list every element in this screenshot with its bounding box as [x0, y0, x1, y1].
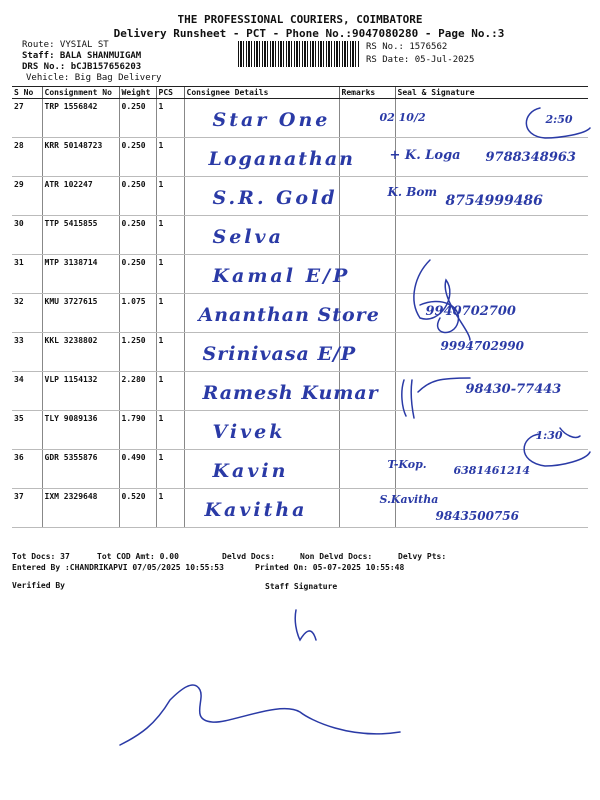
row-consignment-no: KKL 3238802 — [42, 333, 119, 372]
handwritten-consignee: Vivek — [212, 421, 286, 443]
staff-signature-label: Staff Signature — [265, 582, 338, 591]
handwritten-seal: + K. Loga — [389, 148, 461, 163]
handwritten-note: 9788348963 — [485, 150, 576, 165]
row-pcs: 1 — [156, 177, 184, 216]
row-sno: 35 — [12, 411, 42, 450]
row-weight: 2.280 — [119, 372, 156, 411]
row-consignment-no: TLY 9089136 — [42, 411, 119, 450]
col-pcs: PCS — [156, 87, 184, 99]
vehicle: Vehicle: Big Bag Delivery — [26, 73, 162, 83]
signature-loop-row32 — [420, 301, 458, 332]
handwritten-note: 1:30 — [535, 429, 563, 442]
row-pcs: 1 — [156, 99, 184, 138]
row-sno: 37 — [12, 489, 42, 528]
delivery-points: Delvy Pts: — [398, 552, 447, 561]
row-weight: 0.250 — [119, 177, 156, 216]
handwritten-consignee: Selva — [212, 226, 284, 248]
row-weight: 1.790 — [119, 411, 156, 450]
col-consignment: Consignment No — [42, 87, 119, 99]
row-sno: 32 — [12, 294, 42, 333]
row-weight: 0.250 — [119, 255, 156, 294]
row-sno: 28 — [12, 138, 42, 177]
row-pcs: 1 — [156, 216, 184, 255]
handwritten-note: 9843500756 — [435, 509, 519, 523]
row-consignment-no: VLP 1154132 — [42, 372, 119, 411]
row-consignment-no: KRR 50148723 — [42, 138, 119, 177]
row-pcs: 1 — [156, 411, 184, 450]
row-consignment-no: TRP 1556842 — [42, 99, 119, 138]
handwritten-seal: 02 10/2 — [379, 111, 426, 124]
row-weight: 0.490 — [119, 450, 156, 489]
sheet-title: Delivery Runsheet - PCT - Phone No.:9047080280 - Page No.:3 — [113, 27, 505, 40]
handwritten-note: 9940702700 — [425, 304, 516, 319]
verified-by-label: Verified By — [12, 581, 65, 590]
handwritten-consignee: Ananthan Store — [198, 304, 380, 326]
row-weight: 1.075 — [119, 294, 156, 333]
row-weight: 0.250 — [119, 138, 156, 177]
delivered-docs: Delvd Docs: — [222, 552, 275, 561]
row-pcs: 1 — [156, 333, 184, 372]
row-sno: 33 — [12, 333, 42, 372]
handwritten-consignee: Loganathan — [208, 148, 355, 170]
handwritten-seal: S.Kavitha — [379, 493, 439, 506]
col-consignee: Consignee Details — [184, 87, 339, 99]
handwritten-consignee: Kamal E/P — [212, 265, 351, 287]
row-consignment-no: MTP 3138714 — [42, 255, 119, 294]
staff: Staff: BALA SHANMUIGAM — [22, 51, 142, 61]
signature-scribble-row31 — [414, 260, 470, 340]
row-sno: 36 — [12, 450, 42, 489]
handwritten-note: 8754999486 — [445, 193, 543, 209]
row-sno: 31 — [12, 255, 42, 294]
staff-signature-mark — [295, 610, 316, 640]
drs-number: DRS No.: bCJB157656203 — [22, 62, 142, 72]
row-weight: 1.250 — [119, 333, 156, 372]
row-pcs: 1 — [156, 372, 184, 411]
handwritten-seal: K. Bom — [387, 185, 438, 199]
verifier-signature-mark — [120, 685, 400, 745]
row-sno: 29 — [12, 177, 42, 216]
circle-mark-row27 — [526, 108, 590, 138]
row-consignment-no: ATR 102247 — [42, 177, 119, 216]
total-docs: Tot Docs: 37 — [12, 552, 70, 561]
col-sno: S No — [12, 87, 42, 99]
non-delivered-docs: Non Delvd Docs: — [300, 552, 373, 561]
total-cod-amount: Tot COD Amt: 0.00 — [97, 552, 179, 561]
handwritten-note: 98430-77443 — [465, 382, 562, 397]
handwritten-consignee: Ramesh Kumar — [202, 382, 379, 404]
handwritten-consignee: Star One — [212, 109, 331, 131]
entered-by: Entered By :CHANDRIKAPVI 07/05/2025 10:55:53 — [12, 563, 224, 572]
handwritten-consignee: Srinivasa E/P — [202, 343, 357, 365]
row-weight: 0.250 — [119, 216, 156, 255]
handwritten-consignee: Kavin — [212, 460, 289, 482]
handwritten-seal: T-Kop. — [387, 458, 427, 471]
handwritten-note: 6381461214 — [453, 464, 531, 477]
handwritten-note: 2:50 — [545, 113, 573, 126]
row-sno: 34 — [12, 372, 42, 411]
row-consignment-no: TTP 5415855 — [42, 216, 119, 255]
route: Route: VYSIAL ST — [22, 40, 109, 50]
row-consignment-no: IXM 2329648 — [42, 489, 119, 528]
company-name: THE PROFESSIONAL COURIERS, COIMBATORE — [177, 13, 423, 26]
handwritten-consignee: Kavitha — [204, 499, 308, 521]
row-pcs: 1 — [156, 138, 184, 177]
col-remarks: Remarks — [339, 87, 395, 99]
circle-mark-row35 — [524, 428, 590, 466]
row-pcs: 1 — [156, 255, 184, 294]
handwritten-note: 9994702990 — [440, 339, 524, 353]
col-seal-signature: Seal & Signature — [395, 87, 588, 99]
row-sno: 30 — [12, 216, 42, 255]
row-consignment-no: GDR 5355876 — [42, 450, 119, 489]
rs-date: RS Date: 05-Jul-2025 — [366, 55, 475, 65]
row-consignment-no: KMU 3727615 — [42, 294, 119, 333]
rs-number: RS No.: 1576562 — [366, 42, 448, 52]
row-sno: 27 — [12, 99, 42, 138]
row-weight: 0.520 — [119, 489, 156, 528]
printed-on: Printed On: 05-07-2025 10:55:48 — [255, 563, 405, 572]
row-pcs: 1 — [156, 450, 184, 489]
row-pcs: 1 — [156, 294, 184, 333]
col-weight: Weight — [119, 87, 156, 99]
handwritten-consignee: S.R. Gold — [212, 187, 338, 209]
signature-scribble-row34 — [402, 378, 470, 418]
row-weight: 0.250 — [119, 99, 156, 138]
row-pcs: 1 — [156, 489, 184, 528]
